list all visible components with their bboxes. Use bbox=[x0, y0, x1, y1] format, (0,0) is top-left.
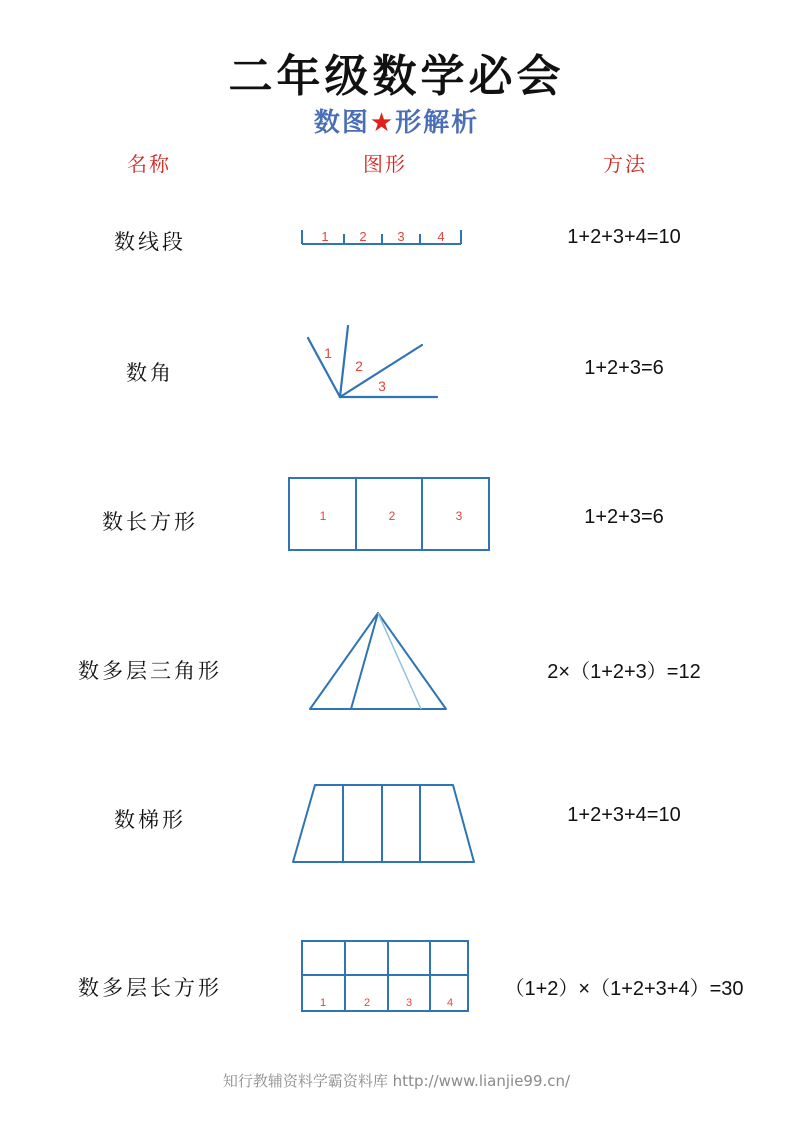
row-method-multilayer-triangle: 2×（1+2+3）=12 bbox=[547, 661, 701, 683]
multilayer-triangle-figure bbox=[305, 610, 450, 715]
rectangle-label: 1 bbox=[319, 509, 327, 523]
column-header-name: 名称 bbox=[127, 152, 171, 176]
row-method-rectangle: 1+2+3=6 bbox=[584, 506, 664, 528]
segment-label: 4 bbox=[437, 229, 445, 244]
row-name-multilayer-rectangle: 数多层长方形 bbox=[78, 976, 222, 1000]
row-method-trapezoid: 1+2+3+4=10 bbox=[567, 804, 681, 826]
rectangle-figure bbox=[287, 476, 492, 554]
trapezoid-figure bbox=[290, 782, 480, 867]
angle-label: 1 bbox=[324, 345, 332, 361]
segment-label: 2 bbox=[359, 229, 367, 244]
rectangle-label: 2 bbox=[388, 509, 396, 523]
row-method-multilayer-rectangle: （1+2）×（1+2+3+4）=30 bbox=[504, 978, 744, 1000]
multilayer-rectangle-figure bbox=[299, 938, 471, 1014]
multilayer-rectangle-label: 2 bbox=[363, 997, 371, 1009]
column-header-figure: 图形 bbox=[363, 152, 407, 176]
angle-label: 3 bbox=[378, 378, 386, 394]
row-method-angle: 1+2+3=6 bbox=[584, 357, 664, 379]
row-name-angle: 数角 bbox=[126, 361, 174, 385]
column-header-method: 方法 bbox=[603, 152, 647, 176]
page-title: 二年级数学必会 bbox=[228, 51, 565, 102]
row-name-trapezoid: 数梯形 bbox=[114, 808, 186, 832]
star-icon: ★ bbox=[369, 108, 396, 138]
multilayer-rectangle-label: 4 bbox=[446, 997, 454, 1009]
subtitle-right: 形解析 bbox=[395, 108, 480, 138]
segment-label: 3 bbox=[397, 229, 405, 244]
angle-figure bbox=[300, 320, 445, 405]
subtitle-left: 数图 bbox=[313, 108, 370, 138]
row-name-line-segment: 数线段 bbox=[114, 230, 186, 254]
rectangle-label: 3 bbox=[455, 509, 463, 523]
line-segment-figure bbox=[298, 222, 468, 252]
multilayer-rectangle-label: 1 bbox=[319, 997, 327, 1009]
segment-label: 1 bbox=[321, 229, 329, 244]
row-name-multilayer-triangle: 数多层三角形 bbox=[78, 659, 222, 683]
row-method-line-segment: 1+2+3+4=10 bbox=[567, 226, 681, 248]
angle-label: 2 bbox=[355, 358, 363, 374]
footer-source: 知行教辅资料学霸资料库 http://www.lianjie99.cn/ bbox=[222, 1072, 571, 1090]
row-name-rectangle: 数长方形 bbox=[102, 510, 198, 534]
page-subtitle bbox=[0, 102, 793, 139]
multilayer-rectangle-label: 3 bbox=[405, 997, 413, 1009]
